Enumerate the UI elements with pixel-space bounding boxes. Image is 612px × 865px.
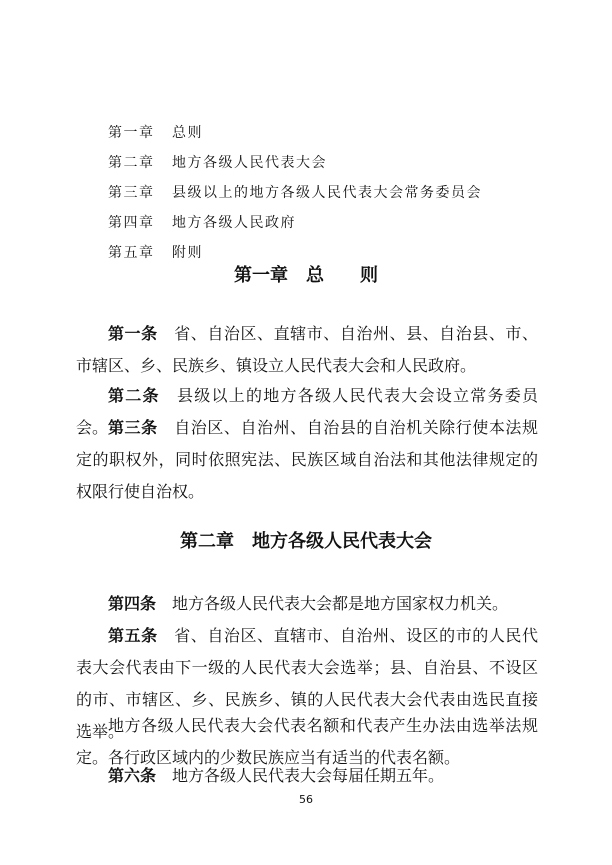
article-text: 地方各级人民代表大会代表名额和代表产生办法由选举法规定。各行政区域内的少数民族应当有适当的代表名额。	[76, 716, 538, 767]
toc-chapter-number: 第五章	[108, 245, 155, 261]
article-text: 地方各级人民代表大会每届任期五年。	[156, 766, 445, 785]
toc-item-chapter-3	[108, 178, 568, 208]
article-text: 省、自治区、直辖市、自治州、县、自治县、市、市辖区、乡、民族乡、镇设立人民代表大会和人民政府。	[76, 324, 538, 375]
toc-chapter-title: 总则	[172, 125, 203, 141]
page-number: 56	[299, 793, 313, 806]
article-4	[76, 588, 538, 620]
toc-chapter-title: 县级以上的地方各级人民代表大会常务委员会	[172, 185, 482, 201]
article-text: 省、自治区、直辖市、自治州、设区的市的人民代表大会代表由下一级的人民代表大会选举；县、自治县、不设区的市、市辖区、乡、民族乡、镇的人民代表大会代表由选民直接选举。	[76, 626, 538, 741]
toc-chapter-title: 附则	[172, 245, 203, 261]
article-text: 地方各级人民代表大会都是地方国家权力机关。	[156, 594, 509, 613]
article-label: 第三条	[108, 418, 158, 437]
article-label: 第五条	[108, 626, 158, 645]
toc-item-chapter-4	[108, 208, 568, 238]
toc-chapter-number: 第二章	[108, 155, 155, 171]
article-text: 自治区、自治州、自治县的自治机关除行使本法规定的职权外，同时依照宪法、民族区域自治法和其他法律规定的权限行使自治权。	[76, 418, 538, 501]
toc-chapter-number: 第一章	[108, 125, 155, 141]
article-text: 县级以上的地方各级人民代表大会设立常务委员会。	[76, 386, 538, 437]
article-label: 第六条	[108, 766, 157, 785]
article-label: 第二条	[108, 386, 160, 405]
toc-item-chapter-2	[108, 148, 568, 178]
toc-chapter-number: 第四章	[108, 215, 155, 231]
article-1	[76, 318, 538, 382]
chapter-2-heading: 第二章 地方各级人民代表大会	[180, 531, 432, 552]
article-6	[76, 760, 538, 792]
chapter-1-heading: 第一章 总 则	[234, 265, 378, 286]
toc-chapter-title: 地方各级人民代表大会	[172, 155, 327, 171]
toc-chapter-number: 第三章	[108, 185, 155, 201]
table-of-contents	[108, 118, 568, 268]
article-label: 第四条	[108, 594, 157, 613]
toc-chapter-title: 地方各级人民政府	[172, 215, 296, 231]
toc-item-chapter-1	[108, 118, 568, 148]
article-label: 第一条	[108, 324, 158, 343]
article-3	[76, 412, 538, 508]
